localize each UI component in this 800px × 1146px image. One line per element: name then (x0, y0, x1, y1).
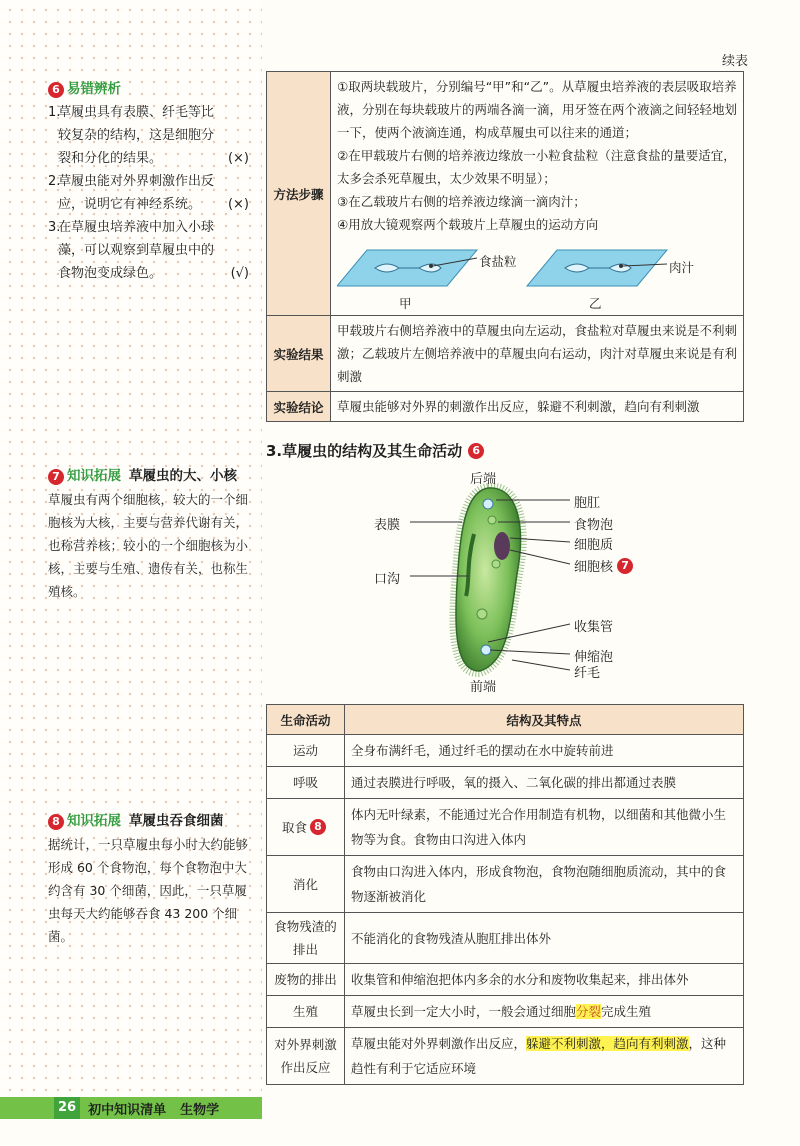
table-row (267, 735, 744, 767)
activity-cell: 运动 (267, 735, 345, 767)
activity-cell: 废物的排出 (267, 964, 345, 996)
highlight-text: 分裂 (576, 1004, 602, 1019)
nucleus-badge: 7 (617, 558, 633, 574)
highlight-text: 躲避不利刺激，趋向有利刺激 (526, 1036, 689, 1051)
conclusion-text: 草履虫能够对外界的刺激作出反应，躲避不利刺激，趋向有利刺激 (331, 392, 744, 422)
note-common-mistakes (48, 78, 253, 285)
note-badge: 8 (48, 814, 64, 830)
activity-cell: 对外界刺激作出反应 (267, 1028, 345, 1085)
note-title: 7 知识拓展 草履虫的大、小核 (48, 465, 253, 488)
table-row (267, 996, 744, 1028)
note-body: 据统计，一只草履虫每小时大约能够形成 60 个食物泡，每个食物泡中大约含有 30 个细菌，因此，一只草履虫每天大约能够吞食 43 200 个细菌。 (48, 837, 249, 944)
page-number: 26 (54, 1097, 80, 1119)
description-cell: 体内无叶绿素，不能通过光合作用制造有机物，以细菌和其他微小生物等为食。食物由口沟进入体内 (345, 799, 744, 856)
activity-cell: 呼吸 (267, 767, 345, 799)
juice-label: 肉汁 (669, 260, 695, 275)
front-end-label: 前端 (470, 680, 497, 695)
list-item: 1. 草履虫具有表膜、纤毛等比较复杂的结构，这是细胞分裂和分化的结果。 (×) (48, 101, 253, 170)
table-row (267, 392, 744, 422)
note-badge: 7 (48, 469, 64, 485)
table-row (267, 767, 744, 799)
slide-a-label: 甲 (399, 296, 412, 311)
answer-mark: (√) (230, 266, 249, 281)
description-cell: 食物由口沟进入体内，形成食物泡，食物泡随细胞质流动，其中的食物逐渐被消化 (345, 856, 744, 913)
oral-groove-label: 口沟 (374, 572, 401, 587)
note-nucleus (48, 465, 253, 603)
back-end-label: 后端 (470, 472, 497, 487)
table-row (267, 316, 744, 392)
book-title: 初中知识清单 (88, 1102, 167, 1118)
row-header: 实验结论 (267, 392, 331, 422)
life-activities-table (266, 704, 744, 1085)
answer-mark: (×) (227, 151, 249, 166)
note-badge: 6 (48, 82, 64, 98)
mistake-list (48, 101, 253, 285)
row-header: 方法步骤 (267, 72, 331, 316)
column-header: 生命活动 (267, 705, 345, 735)
description-cell: 收集管和伸缩泡把体内多余的水分和废物收集起来，排出体外 (345, 964, 744, 996)
method-steps: ①取两块载玻片，分别编号“甲”和“乙”。从草履虫培养液的表层吸取培养液，分别在每块载玻片的两端各滴一滴，用牙签在两个液滴之间轻轻地划一下，使两个液滴连通，构成草履虫可以往来的通道； ②在甲载玻片右侧的培养液边缘放一小粒食盐粒（注意食盐的量要适宜，太多会杀死草履虫，太少效果不明显）； ③在乙载玻片右侧的培养液边缘滴一滴肉汁； ④用放大镜观察两个载玻片上草履虫的运动方向 食盐粒 肉汁 甲 乙 (331, 72, 744, 316)
pellicle-label: 表膜 (374, 518, 401, 533)
table-row (267, 72, 744, 316)
experiment-table (266, 71, 744, 422)
continued-label: 续表 (721, 54, 748, 69)
column-header: 结构及其特点 (345, 705, 744, 735)
table-row (267, 799, 744, 856)
activity-cell: 生殖 (267, 996, 345, 1028)
table-row (267, 856, 744, 913)
salt-label: 食盐粒 (479, 254, 517, 269)
row-badge: 8 (310, 819, 326, 835)
description-cell: 草履虫能对外界刺激作出反应，躲避不利刺激，趋向有利刺激，这种趋性有利于它适应环境 (345, 1028, 744, 1085)
description-cell: 全身布满纤毛，通过纤毛的摆动在水中旋转前进 (345, 735, 744, 767)
page-footer (54, 1097, 219, 1119)
slide-diagram (337, 236, 737, 312)
section-badge: 6 (468, 443, 484, 459)
answer-mark: (×) (227, 197, 249, 212)
note-title: 6 易错辨析 (48, 78, 253, 101)
food-vacuole-label: 食物泡 (574, 518, 614, 533)
note-body: 草履虫有两个细胞核，较大的一个细胞核为大核，主要与营养代谢有关，也称营养核；较小的一个细胞核为小核，主要与生殖、遗传有关，也称生殖核。 (48, 492, 249, 599)
table-row (267, 964, 744, 996)
list-item: 3. 在草履虫培养液中加入小球藻，可以观察到草履虫中的食物泡变成绿色。 (√) (48, 216, 253, 285)
description-cell: 不能消化的食物残渣从胞肛排出体外 (345, 913, 744, 964)
nucleus-label: 细胞核 7 (574, 556, 636, 575)
note-title: 8 知识拓展 草履虫吞食细菌 (48, 810, 253, 833)
slide-b-label: 乙 (589, 296, 602, 311)
activity-cell: 取食 8 (267, 799, 345, 856)
anal-pore-label: 胞肛 (574, 496, 601, 511)
table-row (267, 1028, 744, 1085)
activity-cell: 消化 (267, 856, 345, 913)
result-text: 甲载玻片右侧培养液中的草履虫向左运动，食盐粒对草履虫来说是不利刺激；乙载玻片左侧培养液中的草履虫向右运动，肉汁对草履虫来说是有利刺激 (331, 316, 744, 392)
row-header: 实验结果 (267, 316, 331, 392)
activity-cell: 食物残渣的排出 (267, 913, 345, 964)
section-title: 3.草履虫的结构及其生命活动 6 (266, 440, 487, 461)
cilia-label: 纤毛 (574, 666, 601, 681)
collecting-canal-label: 收集管 (574, 620, 614, 635)
description-cell: 草履虫长到一定大小时，一般会通过细胞分裂完成生殖 (345, 996, 744, 1028)
note-bacteria (48, 810, 253, 948)
table-header-row (267, 705, 744, 735)
list-item: 2. 草履虫能对外界刺激作出反应，说明它有神经系统。 (×) (48, 170, 253, 216)
contractile-vacuole-label: 伸缩泡 (574, 650, 614, 665)
subject-title: 生物学 (180, 1102, 220, 1118)
paramecium-figure (370, 464, 640, 696)
table-row (267, 913, 744, 964)
description-cell: 通过表膜进行呼吸，氧的摄入、二氧化碳的排出都通过表膜 (345, 767, 744, 799)
cytoplasm-label: 细胞质 (574, 538, 614, 553)
